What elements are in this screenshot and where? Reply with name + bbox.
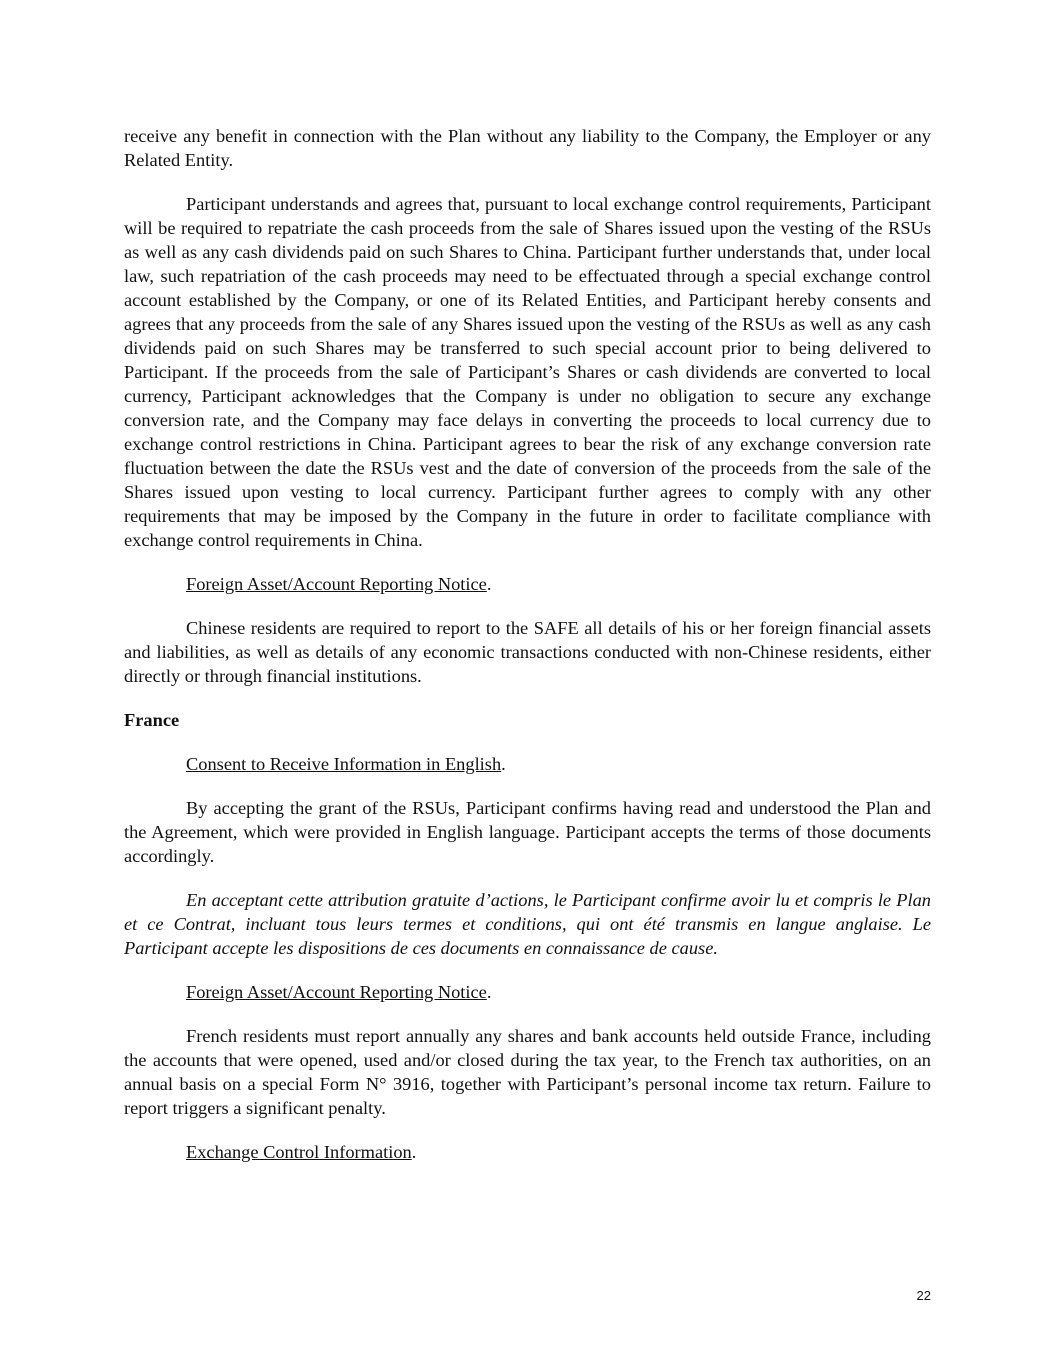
china-foreign-asset-paragraph: Chinese residents are required to report to the SAFE all details of his or her foreign financial assets and liabilities, as well as details of any economic transactions conducted with non-Chinese residents, either directly or through financial institutions. [124,618,931,686]
france-foreign-asset-paragraph: French residents must report annually any shares and bank accounts held outside France, including the accounts that were opened, used and/or closed during the tax year, to the French tax authorities, on an annual basis on a special Form N° 3916, together with Participant’s personal income tax return. Failure to report triggers a significant penalty. [124,1026,931,1118]
paragraph-continuation: receive any benefit in connection with the Plan without any liability to the Company, the Employer or any Related Entity. [124,126,931,170]
france-foreign-asset-heading-period: . [486,982,492,1002]
france-exchange-control-heading-period: . [411,1142,417,1162]
france-heading: France [124,710,180,730]
page-number: 22 [916,1288,931,1303]
france-consent-paragraph: By accepting the grant of the RSUs, Participant confirms having read and understood the Plan and the Agreement, which were provided in English language. Participant accepts the terms of those documents accordingly. [124,798,931,866]
france-consent-heading-period: . [501,754,506,774]
france-foreign-asset-heading-text: Foreign Asset/Account Reporting Notice [186,982,487,1002]
china-foreign-asset-heading-period: . [486,574,492,594]
france-consent-paragraph-french: En acceptant cette attribution gratuite d’actions, le Participant confirme avoir lu et compris le Plan et ce Contrat, incluant tous leurs termes et conditions, qui ont été transmis en langue anglaise. Le Participant accepte les dispositions de ces documents en connaissance de cause. [124,890,931,958]
document-page [124,124,931,1164]
france-consent-heading-text: Consent to Receive Information in English [186,754,502,774]
france-foreign-asset-heading [186,980,931,1004]
france-consent-heading [186,752,931,776]
france-exchange-control-heading-text: Exchange Control Information [186,1142,412,1162]
china-foreign-asset-heading-text: Foreign Asset/Account Reporting Notice [186,574,487,594]
france-exchange-control-heading [186,1140,931,1164]
paragraph-repatriation: Participant understands and agrees that, pursuant to local exchange control requirements, Participant will be required to repatriate the cash proceeds from the sale of Shares issued upon the vesting of the RSUs as well as any cash dividends paid on such Shares to China. Participant further understands that, under local law, such repatriation of the cash proceeds may need to be effectuated through a special exchange control account established by the Company, or one of its Related Entities, and Participant hereby consents and agrees that any proceeds from the sale of any Shares issued upon the vesting of the RSUs as well as any cash dividends paid on such Shares may be transferred to such special account prior to being delivered to Participant. If the proceeds from the sale of Participant’s Shares or cash dividends are converted to local currency, Participant acknowledges that the Company is under no obligation to secure any exchange conversion rate, and the Company may face delays in converting the proceeds to local currency due to exchange control restrictions in China. Participant agrees to bear the risk of any exchange conversion rate fluctuation between the date the RSUs vest and the date of conversion of the proceeds from the sale of the Shares issued upon vesting to local currency. Participant further agrees to comply with any other requirements that may be imposed by the Company in the future in order to facilitate compliance with exchange control requirements in China. [124,194,931,550]
china-foreign-asset-heading [186,572,931,596]
